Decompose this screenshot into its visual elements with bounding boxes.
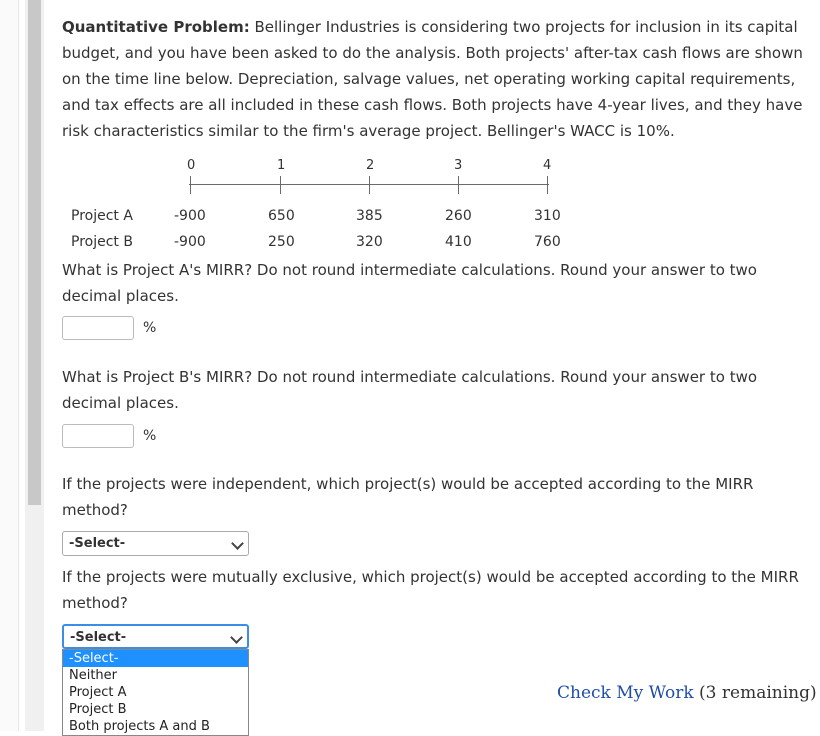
question-mirr-b: What is Project B's MIRR? Do not round intermediate calculations. Round your answer to two decimal places. (62, 368, 758, 412)
question-independent: If the projects were independent, which project(s) would be accepted according to the MIRR method? (62, 475, 754, 519)
dropdown-option[interactable]: -Select- (63, 650, 248, 667)
timeline-tick (190, 176, 191, 194)
question-mutually-exclusive: If the projects were mutually exclusive, which project(s) would be accepted according to the MIRR method? (62, 568, 799, 612)
timeline-tick (369, 176, 370, 194)
period-label: 2 (366, 158, 375, 173)
period-label: 1 (277, 158, 286, 173)
dropdown-option[interactable]: Project B (69, 702, 127, 717)
project-a-cf: 650 (268, 208, 295, 224)
cash-flow-timeline (62, 150, 762, 260)
dropdown-option[interactable]: Project A (69, 685, 127, 700)
select-value: -Select- (69, 536, 126, 551)
dropdown-option[interactable]: Neither (69, 668, 118, 683)
dropdown-option[interactable]: Both projects A and B (69, 719, 210, 734)
mirr-a-input[interactable] (62, 316, 134, 340)
percent-unit: % (143, 428, 157, 444)
select-value: -Select- (70, 630, 127, 645)
problem-text: Bellinger Industries is considering two projects for inclusion in its capital budget, and you have been asked to do the analysis. Both projects' after-tax cash flows are shown on the time line below. Depreciation, salvage values, net operating working capital requirements, and tax effects are all included in these cash flows. Both projects have 4-year lives, and they have risk characteristics similar to the firm's average project. Bellinger's WACC is 10%. (62, 18, 803, 140)
mirr-b-input[interactable] (62, 424, 134, 448)
remaining-count: (3 remaining) (699, 683, 817, 703)
project-b-cf: 320 (356, 234, 383, 250)
project-a-cf: 260 (445, 208, 472, 224)
project-a-cf: -900 (174, 208, 206, 224)
percent-unit: % (143, 320, 157, 336)
dropdown-list[interactable] (62, 649, 249, 736)
scrollbar-thumb[interactable] (28, 0, 41, 505)
timeline-tick (547, 176, 548, 194)
timeline-tick (280, 176, 281, 194)
problem-lead: Quantitative Problem: (62, 18, 250, 36)
period-label: 3 (454, 158, 463, 173)
project-b-label: Project B (71, 234, 133, 250)
period-label: 4 (543, 158, 552, 173)
check-my-work-link[interactable]: Check My Work (557, 683, 694, 703)
timeline-tick (458, 176, 459, 194)
project-a-cf: 310 (534, 208, 561, 224)
project-b-cf: 760 (534, 234, 561, 250)
project-b-cf: -900 (174, 234, 206, 250)
question-mirr-a: What is Project A's MIRR? Do not round intermediate calculations. Round your answer to two decimal places. (62, 261, 757, 305)
chevron-down-icon (231, 537, 244, 550)
independent-select[interactable] (62, 531, 249, 556)
check-my-work (557, 683, 817, 703)
project-a-cf: 385 (356, 208, 383, 224)
mutually-exclusive-select[interactable] (62, 624, 249, 649)
chevron-down-icon (230, 631, 243, 644)
period-label: 0 (187, 158, 196, 173)
project-b-cf: 410 (445, 234, 472, 250)
project-a-label: Project A (71, 208, 133, 224)
project-b-cf: 250 (268, 234, 295, 250)
problem-statement (62, 14, 812, 144)
left-margin (0, 0, 19, 731)
